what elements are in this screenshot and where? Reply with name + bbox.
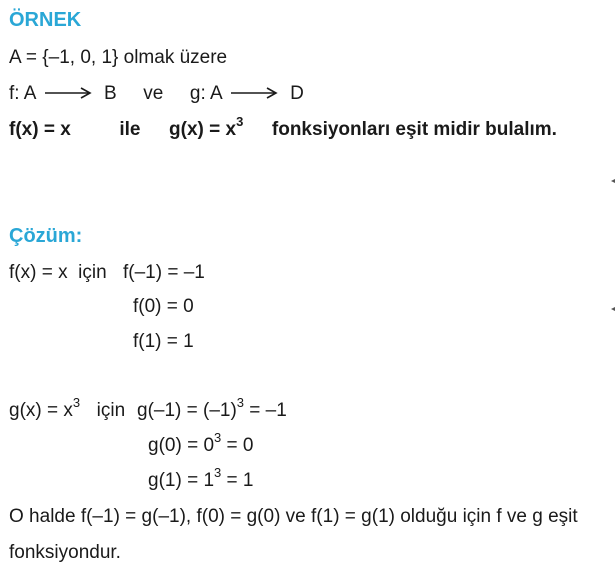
map-f-codomain: B	[103, 83, 117, 104]
example-heading: ÖRNEK	[9, 9, 82, 31]
g-definition: $g(x) = x^3$	[169, 113, 244, 140]
map-ve: ve	[143, 83, 164, 104]
solution-heading: Çözüm:	[9, 225, 83, 247]
conclusion-line-1: O halde f(–1) = g(–1), f(0) = g(0) ve f(1) = g(1) olduğu için f ve g eşit	[9, 506, 578, 527]
f-evaluation-line	[9, 261, 107, 285]
f-row-2: f(0) = 0	[133, 296, 194, 317]
mapping-line	[9, 82, 304, 106]
f-row-1: f(–1) = –1	[123, 262, 205, 283]
functions-line	[9, 113, 557, 142]
g-row-2: $g(0) = 0^3 = 0$	[148, 429, 254, 456]
g-def-line: $g(x) = x^3$ için	[9, 394, 126, 421]
conclusion-line-2: fonksiyondur.	[9, 542, 121, 563]
f-definition: f(x) = x	[9, 119, 71, 140]
margin-marker-icon	[607, 302, 615, 316]
set-definition: A = {–1, 0, 1} olmak üzere	[9, 47, 228, 68]
map-f-domain: f: A	[9, 83, 36, 104]
g-row-1: $g(-1) = (-1)^3 = -1$	[137, 394, 287, 421]
arrow-icon	[45, 86, 93, 100]
ile-word: ile	[119, 119, 141, 140]
question-statement: fonksiyonları eşit midir bulalım.	[271, 119, 557, 140]
f-def-text: f(x) = x için	[9, 262, 107, 283]
arrow-icon	[231, 86, 279, 100]
f-row-3: f(1) = 1	[133, 331, 194, 352]
map-g-codomain: D	[290, 83, 304, 104]
g-row-3: $g(1) = 1^3 = 1$	[148, 464, 254, 491]
map-g-domain: g: A	[189, 83, 222, 104]
margin-marker-icon	[607, 174, 615, 188]
